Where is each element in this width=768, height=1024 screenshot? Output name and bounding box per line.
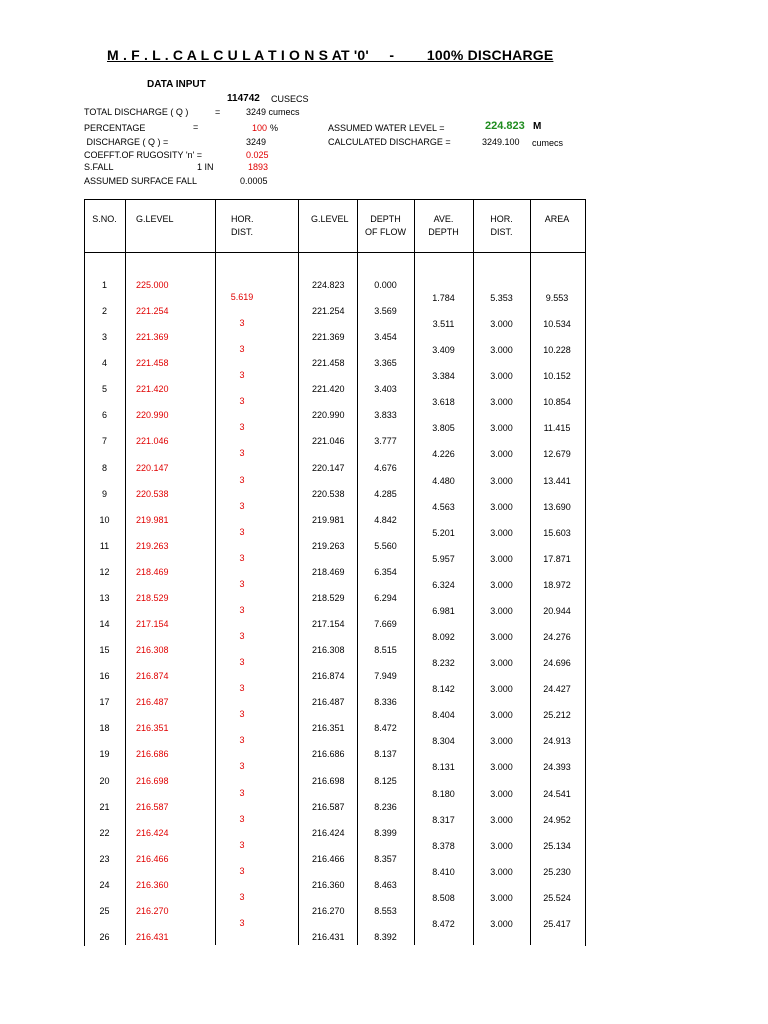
row-hor-dist: 3 xyxy=(239,892,245,902)
row-sno: 16 xyxy=(99,671,110,681)
discharge-label: DISCHARGE ( Q ) = xyxy=(84,137,169,147)
row-area: 24.696 xyxy=(543,658,571,668)
row-area: 24.427 xyxy=(543,684,571,694)
row-ground-level: 221.254 xyxy=(136,306,169,316)
row-depth-of-flow: 8.137 xyxy=(374,749,397,759)
discharge-cusecs-value: 114742 xyxy=(227,93,260,104)
row-ground-level: 216.686 xyxy=(136,749,169,759)
row-sno: 22 xyxy=(99,828,110,838)
row-hor-dist: 3 xyxy=(239,501,245,511)
row-sno: 12 xyxy=(99,567,110,577)
row-ground-level-2: 216.466 xyxy=(312,854,345,864)
row-hor-dist-2: 3.000 xyxy=(490,893,513,903)
row-ground-level: 217.154 xyxy=(136,619,169,629)
row-ave-depth: 4.226 xyxy=(432,449,455,459)
row-hor-dist: 3 xyxy=(239,448,245,458)
row-ground-level-2: 216.270 xyxy=(312,906,345,916)
percentage-eq: = xyxy=(193,122,199,132)
row-ground-level: 216.587 xyxy=(136,802,169,812)
row-hor-dist: 3 xyxy=(239,918,245,928)
data-input-heading: DATA INPUT xyxy=(147,79,206,90)
row-depth-of-flow: 5.560 xyxy=(374,541,397,551)
row-ground-level: 216.308 xyxy=(136,645,169,655)
assumed-wl-unit: M xyxy=(533,121,542,132)
row-ave-depth: 4.563 xyxy=(432,502,455,512)
row-ave-depth: 3.409 xyxy=(432,345,455,355)
row-sno: 21 xyxy=(99,802,110,812)
row-hor-dist-2: 3.000 xyxy=(490,502,513,512)
row-hor-dist-2: 3.000 xyxy=(490,632,513,642)
row-hor-dist-2: 5.353 xyxy=(490,293,513,303)
header-hor-dist: HOR. DIST. xyxy=(231,214,254,237)
row-area: 10.228 xyxy=(543,345,571,355)
row-area: 24.276 xyxy=(543,632,571,642)
row-ground-level-2: 221.458 xyxy=(312,358,345,368)
row-ave-depth: 6.324 xyxy=(432,580,455,590)
header-glevel: G.LEVEL xyxy=(136,214,174,224)
row-sno: 25 xyxy=(99,906,110,916)
row-hor-dist-2: 3.000 xyxy=(490,841,513,851)
row-ground-level: 216.360 xyxy=(136,880,169,890)
row-sno: 10 xyxy=(99,515,110,525)
row-ave-depth: 4.480 xyxy=(432,476,455,486)
row-hor-dist: 3 xyxy=(239,814,245,824)
row-depth-of-flow: 8.357 xyxy=(374,854,397,864)
row-ground-level: 216.698 xyxy=(136,776,169,786)
row-ave-depth: 8.508 xyxy=(432,893,455,903)
row-depth-of-flow: 8.515 xyxy=(374,645,397,655)
row-ground-level: 221.369 xyxy=(136,332,169,342)
header-sno: S.NO. xyxy=(92,214,117,224)
row-sno: 7 xyxy=(101,436,107,446)
row-hor-dist: 3 xyxy=(239,683,245,693)
surface-fall-value: 0.0005 xyxy=(240,176,268,186)
row-sno: 18 xyxy=(99,723,110,733)
row-ground-level-2: 216.360 xyxy=(312,880,345,890)
row-hor-dist-2: 3.000 xyxy=(490,449,513,459)
row-sno: 17 xyxy=(99,697,110,707)
assumed-wl-value: 224.823 xyxy=(485,120,525,132)
row-ave-depth: 1.784 xyxy=(432,293,455,303)
row-ground-level: 220.990 xyxy=(136,410,169,420)
row-area: 17.871 xyxy=(543,554,571,564)
row-depth-of-flow: 8.472 xyxy=(374,723,397,733)
header-glevel-2: G.LEVEL xyxy=(311,214,349,224)
row-area: 13.690 xyxy=(543,502,571,512)
row-depth-of-flow: 4.676 xyxy=(374,463,397,473)
row-hor-dist-2: 3.000 xyxy=(490,397,513,407)
row-hor-dist-2: 3.000 xyxy=(490,554,513,564)
sfall-value: 1893 xyxy=(248,162,269,172)
row-area: 25.212 xyxy=(543,710,571,720)
sfall-label: S.FALL xyxy=(84,162,114,172)
row-area: 11.415 xyxy=(543,423,571,433)
row-hor-dist: 3 xyxy=(239,840,245,850)
row-area: 25.417 xyxy=(543,919,571,929)
row-sno: 19 xyxy=(99,749,110,759)
row-area: 9.553 xyxy=(545,293,569,303)
row-hor-dist-2: 3.000 xyxy=(490,789,513,799)
surface-fall-label: ASSUMED SURFACE FALL xyxy=(84,176,198,186)
percentage-value: 100 xyxy=(252,123,268,133)
row-hor-dist: 3 xyxy=(239,527,245,537)
row-ground-level-2: 221.420 xyxy=(312,384,345,394)
row-ground-level-2: 216.587 xyxy=(312,802,345,812)
row-hor-dist: 3 xyxy=(239,475,245,485)
row-ave-depth: 3.805 xyxy=(432,423,455,433)
row-ground-level-2: 220.147 xyxy=(312,463,345,473)
col-divider xyxy=(298,199,299,945)
header-hor-dist-2: HOR. DIST. xyxy=(490,214,513,237)
row-hor-dist: 3 xyxy=(239,318,245,328)
row-depth-of-flow: 0.000 xyxy=(374,280,397,290)
discharge-cusecs-unit: CUSECS xyxy=(271,94,309,104)
row-hor-dist-2: 3.000 xyxy=(490,319,513,329)
row-sno: 9 xyxy=(101,489,107,499)
row-hor-dist: 3 xyxy=(239,631,245,641)
percentage-unit: % xyxy=(270,123,279,133)
row-ground-level-2: 219.263 xyxy=(312,541,345,551)
row-area: 15.603 xyxy=(543,528,571,538)
row-hor-dist-2: 3.000 xyxy=(490,658,513,668)
row-hor-dist: 3 xyxy=(239,788,245,798)
row-sno: 2 xyxy=(101,306,107,316)
row-depth-of-flow: 8.463 xyxy=(374,880,397,890)
row-ground-level-2: 221.046 xyxy=(312,436,345,446)
row-sno: 26 xyxy=(99,932,110,942)
row-ground-level: 218.469 xyxy=(136,567,169,577)
row-depth-of-flow: 3.569 xyxy=(374,306,397,316)
header-ave-depth: AVE. DEPTH xyxy=(428,214,459,237)
row-depth-of-flow: 8.336 xyxy=(374,697,397,707)
row-depth-of-flow: 6.294 xyxy=(374,593,397,603)
col-divider xyxy=(473,199,474,945)
row-ave-depth: 8.092 xyxy=(432,632,455,642)
row-sno: 5 xyxy=(101,384,107,394)
row-hor-dist: 5.619 xyxy=(230,292,254,302)
row-sno: 14 xyxy=(99,619,110,629)
row-hor-dist: 3 xyxy=(239,579,245,589)
row-ground-level: 216.424 xyxy=(136,828,169,838)
row-hor-dist: 3 xyxy=(239,553,245,563)
row-area: 25.134 xyxy=(543,841,571,851)
row-area: 10.854 xyxy=(543,397,571,407)
row-ave-depth: 5.201 xyxy=(432,528,455,538)
row-hor-dist: 3 xyxy=(239,657,245,667)
row-ground-level-2: 220.538 xyxy=(312,489,345,499)
row-area: 13.441 xyxy=(543,476,571,486)
row-hor-dist: 3 xyxy=(239,370,245,380)
header-depth-of-flow: DEPTH OF FLOW xyxy=(365,214,406,237)
row-ave-depth: 8.232 xyxy=(432,658,455,668)
row-sno: 15 xyxy=(99,645,110,655)
row-area: 25.524 xyxy=(543,893,571,903)
row-hor-dist-2: 3.000 xyxy=(490,528,513,538)
page-title: M . F . L . C A L C U L A T I O N S AT '0' - 100% DISCHARGE xyxy=(107,47,554,63)
row-ground-level: 220.147 xyxy=(136,463,169,473)
row-ground-level: 216.270 xyxy=(136,906,169,916)
row-ground-level-2: 216.351 xyxy=(312,723,345,733)
row-ground-level-2: 221.369 xyxy=(312,332,345,342)
row-sno: 24 xyxy=(99,880,110,890)
row-ground-level: 221.458 xyxy=(136,358,169,368)
row-ave-depth: 6.981 xyxy=(432,606,455,616)
row-ground-level: 218.529 xyxy=(136,593,169,603)
row-ground-level-2: 216.686 xyxy=(312,749,345,759)
row-ground-level: 220.538 xyxy=(136,489,169,499)
row-sno: 3 xyxy=(101,332,107,342)
row-hor-dist-2: 3.000 xyxy=(490,606,513,616)
row-area: 12.679 xyxy=(543,449,571,459)
row-ave-depth: 8.142 xyxy=(432,684,455,694)
assumed-wl-label: ASSUMED WATER LEVEL = xyxy=(328,123,445,133)
row-hor-dist-2: 3.000 xyxy=(490,345,513,355)
header-area: AREA xyxy=(544,214,570,224)
row-ave-depth: 8.410 xyxy=(432,867,455,877)
row-ground-level: 216.351 xyxy=(136,723,169,733)
row-ave-depth: 8.404 xyxy=(432,710,455,720)
row-ave-depth: 8.317 xyxy=(432,815,455,825)
row-hor-dist-2: 3.000 xyxy=(490,919,513,929)
row-ground-level-2: 217.154 xyxy=(312,619,345,629)
row-ground-level: 221.046 xyxy=(136,436,169,446)
row-ave-depth: 8.378 xyxy=(432,841,455,851)
row-ave-depth: 3.618 xyxy=(432,397,455,407)
row-ground-level: 225.000 xyxy=(136,280,169,290)
row-ground-level-2: 224.823 xyxy=(312,280,345,290)
row-ground-level-2: 221.254 xyxy=(312,306,345,316)
row-hor-dist: 3 xyxy=(239,422,245,432)
row-depth-of-flow: 3.365 xyxy=(374,358,397,368)
total-discharge-eq: = xyxy=(215,107,221,117)
row-depth-of-flow: 3.403 xyxy=(374,384,397,394)
row-ground-level: 216.431 xyxy=(136,932,169,942)
row-ground-level-2: 219.981 xyxy=(312,515,345,525)
calc-discharge-label: CALCULATED DISCHARGE = xyxy=(328,137,451,147)
rugosity-label: COEFFT.OF RUGOSITY 'n' = xyxy=(84,150,203,160)
row-hor-dist-2: 3.000 xyxy=(490,815,513,825)
row-ground-level-2: 216.308 xyxy=(312,645,345,655)
row-sno: 20 xyxy=(99,776,110,786)
row-ground-level: 219.981 xyxy=(136,515,169,525)
row-ground-level: 219.263 xyxy=(136,541,169,551)
total-discharge-label: TOTAL DISCHARGE ( Q ) xyxy=(84,107,189,117)
discharge-value: 3249 xyxy=(246,137,267,147)
col-divider xyxy=(215,199,216,945)
row-ground-level: 216.466 xyxy=(136,854,169,864)
col-divider xyxy=(125,199,126,945)
row-hor-dist-2: 3.000 xyxy=(490,867,513,877)
col-divider xyxy=(414,199,415,945)
row-depth-of-flow: 4.285 xyxy=(374,489,397,499)
row-hor-dist-2: 3.000 xyxy=(490,736,513,746)
row-depth-of-flow: 6.354 xyxy=(374,567,397,577)
row-ave-depth: 8.472 xyxy=(432,919,455,929)
row-hor-dist: 3 xyxy=(239,605,245,615)
row-depth-of-flow: 8.236 xyxy=(374,802,397,812)
total-discharge-value: 3249 cumecs xyxy=(246,107,300,117)
row-area: 24.913 xyxy=(543,736,571,746)
row-area: 10.152 xyxy=(543,371,571,381)
row-ground-level: 216.874 xyxy=(136,671,169,681)
row-ground-level: 216.487 xyxy=(136,697,169,707)
row-depth-of-flow: 3.454 xyxy=(374,332,397,342)
row-ave-depth: 8.304 xyxy=(432,736,455,746)
row-sno: 23 xyxy=(99,854,110,864)
row-depth-of-flow: 8.392 xyxy=(374,932,397,942)
col-divider xyxy=(530,199,531,945)
row-hor-dist-2: 3.000 xyxy=(490,371,513,381)
row-ground-level-2: 216.424 xyxy=(312,828,345,838)
row-hor-dist: 3 xyxy=(239,761,245,771)
row-sno: 11 xyxy=(99,541,110,551)
row-area: 18.972 xyxy=(543,580,571,590)
row-hor-dist: 3 xyxy=(239,396,245,406)
row-area: 24.541 xyxy=(543,789,571,799)
row-ground-level-2: 216.698 xyxy=(312,776,345,786)
row-hor-dist: 3 xyxy=(239,344,245,354)
row-hor-dist-2: 3.000 xyxy=(490,423,513,433)
row-depth-of-flow: 8.125 xyxy=(374,776,397,786)
row-ground-level-2: 218.529 xyxy=(312,593,345,603)
row-ground-level-2: 216.874 xyxy=(312,671,345,681)
row-area: 24.393 xyxy=(543,762,571,772)
row-depth-of-flow: 3.833 xyxy=(374,410,397,420)
row-sno: 6 xyxy=(101,410,107,420)
header-divider xyxy=(84,252,585,253)
row-depth-of-flow: 8.399 xyxy=(374,828,397,838)
row-area: 25.230 xyxy=(543,867,571,877)
calc-discharge-unit: cumecs xyxy=(532,138,564,148)
rugosity-value: 0.025 xyxy=(246,150,269,160)
row-ground-level-2: 216.431 xyxy=(312,932,345,942)
row-area: 10.534 xyxy=(543,319,571,329)
row-ave-depth: 3.384 xyxy=(432,371,455,381)
row-sno: 4 xyxy=(101,358,107,368)
row-ave-depth: 8.180 xyxy=(432,789,455,799)
row-depth-of-flow: 8.553 xyxy=(374,906,397,916)
row-depth-of-flow: 3.777 xyxy=(374,436,397,446)
row-hor-dist: 3 xyxy=(239,735,245,745)
row-hor-dist-2: 3.000 xyxy=(490,476,513,486)
row-ground-level-2: 216.487 xyxy=(312,697,345,707)
row-depth-of-flow: 7.669 xyxy=(374,619,397,629)
row-ground-level: 221.420 xyxy=(136,384,169,394)
percentage-label: PERCENTAGE xyxy=(84,123,146,133)
row-hor-dist-2: 3.000 xyxy=(490,684,513,694)
row-ground-level-2: 218.469 xyxy=(312,567,345,577)
row-sno: 13 xyxy=(99,593,110,603)
row-ground-level-2: 220.990 xyxy=(312,410,345,420)
calc-discharge-value: 3249.100 xyxy=(482,137,520,147)
row-hor-dist: 3 xyxy=(239,866,245,876)
row-depth-of-flow: 4.842 xyxy=(374,515,397,525)
row-ave-depth: 5.957 xyxy=(432,554,455,564)
row-ave-depth: 8.131 xyxy=(432,762,455,772)
row-depth-of-flow: 7.949 xyxy=(374,671,397,681)
sfall-in: 1 IN xyxy=(197,162,214,172)
row-hor-dist: 3 xyxy=(239,709,245,719)
row-ave-depth: 3.511 xyxy=(432,319,455,329)
row-sno: 8 xyxy=(101,463,107,473)
row-hor-dist-2: 3.000 xyxy=(490,710,513,720)
row-sno: 1 xyxy=(101,280,107,290)
row-hor-dist-2: 3.000 xyxy=(490,580,513,590)
row-area: 20.944 xyxy=(543,606,571,616)
row-area: 24.952 xyxy=(543,815,571,825)
row-hor-dist-2: 3.000 xyxy=(490,762,513,772)
